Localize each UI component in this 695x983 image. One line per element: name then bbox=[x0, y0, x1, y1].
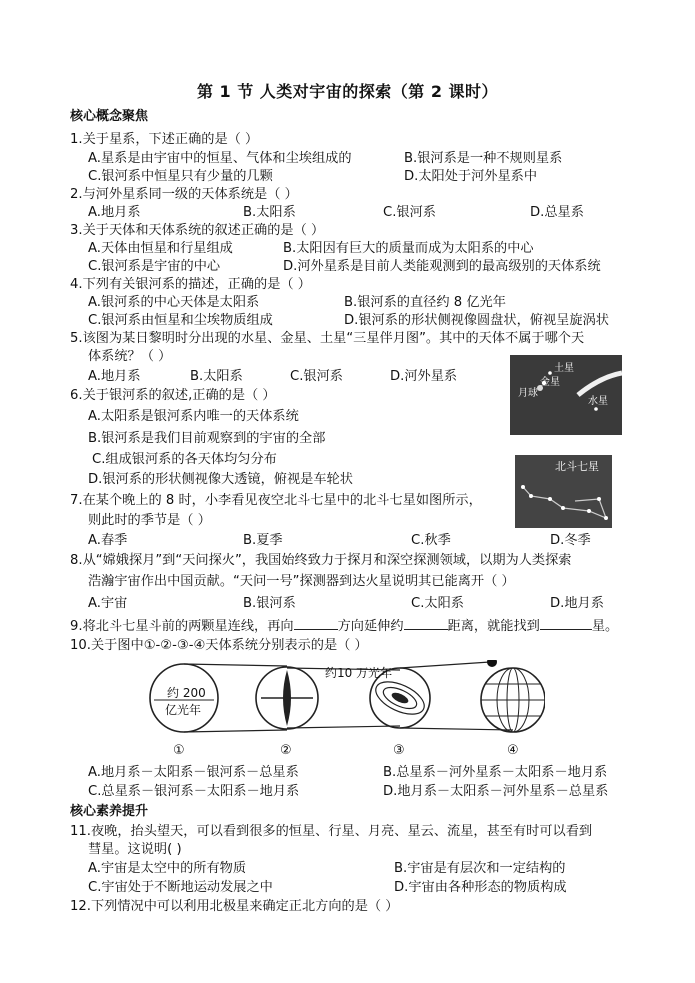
q1-option-b[interactable]: B.银河系是一种不规则星系 bbox=[404, 151, 563, 166]
q10-option-c[interactable]: C.总星系－银河系－太阳系－地月系 bbox=[88, 784, 300, 799]
q2-option-c[interactable]: C.银河系 bbox=[383, 205, 436, 220]
q2-option-d[interactable]: D.总星系 bbox=[530, 205, 584, 220]
q1-option-d[interactable]: D.太阳处于河外星系中 bbox=[404, 169, 538, 184]
big-dipper-image bbox=[515, 455, 612, 528]
celestial-systems-diagram bbox=[145, 660, 545, 760]
question-8-stem-line1: 8.从“嫦娥探月”到“天问探火”，我国始终致力于探月和深空探测领域，以期为人类探索 bbox=[70, 553, 572, 568]
q4-option-b[interactable]: B.银河系的直径约 8 亿光年 bbox=[344, 295, 506, 310]
question-10-stem: 10.关于图中①-②-③-④天体系统分别表示的是（ ） bbox=[70, 638, 368, 653]
q4-option-c[interactable]: C.银河系由恒星和尘埃物质组成 bbox=[88, 313, 273, 328]
q11-option-c[interactable]: C.宇宙处于不断地运动发展之中 bbox=[88, 880, 273, 895]
q8-option-a[interactable]: A.宇宙 bbox=[88, 596, 128, 611]
section-heading-core-concepts: 核心概念聚焦 bbox=[70, 109, 149, 124]
q9-text-2: 方向延伸约 bbox=[337, 619, 404, 634]
saturn-label: 土星 bbox=[554, 363, 574, 374]
question-5-stem-line2: 体系统？（ ） bbox=[88, 349, 172, 364]
big-dipper-label: 北斗七星 bbox=[555, 460, 599, 473]
q9-text-4: 星。 bbox=[591, 619, 619, 634]
q6-option-c[interactable]: C.组成银河系的各天体均匀分布 bbox=[92, 452, 277, 467]
q9-blank-direction[interactable] bbox=[294, 617, 338, 630]
question-3-stem: 3.关于天体和天体系统的叙述正确的是（ ） bbox=[70, 223, 325, 238]
q6-option-d[interactable]: D.银河系的形状侧视像大透镜，俯视是车轮状 bbox=[88, 472, 353, 487]
question-5-stem-line1: 5.该图为某日黎明时分出现的水星、金星、土星“三星伴月图”。其中的天体不属于哪个天 bbox=[70, 331, 585, 346]
q5-option-b[interactable]: B.太阳系 bbox=[190, 369, 243, 384]
q9-blank-distance[interactable] bbox=[404, 617, 448, 630]
diagram-number-2: ② bbox=[280, 743, 292, 758]
q7-option-a[interactable]: A.春季 bbox=[88, 533, 128, 548]
q6-option-b[interactable]: B.银河系是我们目前观察到的宇宙的全部 bbox=[88, 431, 326, 446]
q9-text-3: 距离，就能找到 bbox=[447, 619, 540, 634]
q3-option-d[interactable]: D.河外星系是目前人类能观测到的最高级别的天体系统 bbox=[283, 259, 601, 274]
mercury-label: 水星 bbox=[588, 396, 608, 407]
q4-option-a[interactable]: A.银河系的中心天体是太阳系 bbox=[88, 295, 260, 310]
q7-option-b[interactable]: B.夏季 bbox=[243, 533, 283, 548]
q8-option-b[interactable]: B.银河系 bbox=[243, 596, 296, 611]
question-11-stem-line1: 11.夜晚，抬头望天，可以看到很多的恒星、行星、月亮、星云、流星，甚至有时可以看到 bbox=[70, 824, 593, 839]
q3-option-a[interactable]: A.天体由恒星和行星组成 bbox=[88, 241, 233, 256]
three-planets-moon-image bbox=[510, 355, 622, 435]
q10-option-b[interactable]: B.总星系－河外星系－太阳系－地月系 bbox=[383, 765, 608, 780]
q7-option-d[interactable]: D.冬季 bbox=[550, 533, 591, 548]
q1-option-a[interactable]: A.星系是由宇宙中的恒星、气体和尘埃组成的 bbox=[88, 151, 352, 166]
q10-option-a[interactable]: A.地月系－太阳系－银河系－总星系 bbox=[88, 765, 299, 780]
question-11-stem-line2: 彗星。这说明( ) bbox=[88, 842, 182, 857]
q2-option-b[interactable]: B.太阳系 bbox=[243, 205, 296, 220]
question-12-stem: 12.下列情况中可以利用北极星来确定正北方向的是（ ） bbox=[70, 899, 399, 914]
q5-option-d[interactable]: D.河外星系 bbox=[390, 369, 458, 384]
diagram-label-unit: 亿光年 bbox=[165, 703, 202, 717]
moon-label: 月球 bbox=[518, 388, 538, 399]
q9-text-1: 9.将北斗七星斗前的两颗星连线，再向 bbox=[70, 619, 294, 634]
diagram-number-1: ① bbox=[173, 743, 185, 758]
q11-option-b[interactable]: B.宇宙是有层次和一定结构的 bbox=[394, 861, 566, 876]
q11-option-a[interactable]: A.宇宙是太空中的所有物质 bbox=[88, 861, 247, 876]
q2-option-a[interactable]: A.地月系 bbox=[88, 205, 141, 220]
q3-option-b[interactable]: B.太阳因有巨大的质量而成为太阳系的中心 bbox=[283, 241, 534, 256]
question-8-stem-line2: 浩瀚宇宙作出中国贡献。“天问一号”探测器到达火星说明其已能离开（ ） bbox=[88, 574, 515, 589]
page-title: 第 1 节 人类对宇宙的探索（第 2 课时） bbox=[196, 82, 499, 101]
question-6-stem: 6.关于银河系的叙述,正确的是（ ） bbox=[70, 388, 276, 403]
diagram-number-4: ④ bbox=[507, 743, 519, 758]
venus-label: 金星 bbox=[540, 377, 560, 388]
diagram-label-200: 约 200 bbox=[167, 686, 206, 700]
diagram-label-100k: 约10 万光年 bbox=[325, 666, 393, 680]
question-7-stem-line2: 则此时的季节是（ ） bbox=[88, 513, 211, 528]
question-2-stem: 2.与河外星系同一级的天体系统是（ ） bbox=[70, 187, 298, 202]
section-heading-core-literacy: 核心素养提升 bbox=[70, 804, 149, 819]
question-1-stem: 1.关于星系，下述正确的是（ ） bbox=[70, 132, 259, 147]
q8-option-d[interactable]: D.地月系 bbox=[550, 596, 604, 611]
q1-option-c[interactable]: C.银河系中恒星只有少量的几颗 bbox=[88, 169, 273, 184]
question-9-stem bbox=[70, 617, 618, 635]
q11-option-d[interactable]: D.宇宙由各种形态的物质构成 bbox=[394, 880, 567, 895]
q6-option-a[interactable]: A.太阳系是银河系内唯一的天体系统 bbox=[88, 409, 299, 424]
q8-option-c[interactable]: C.太阳系 bbox=[411, 596, 464, 611]
q5-option-c[interactable]: C.银河系 bbox=[290, 369, 343, 384]
diagram-number-3: ③ bbox=[393, 743, 405, 758]
q7-option-c[interactable]: C.秋季 bbox=[411, 533, 451, 548]
q4-option-d[interactable]: D.银河系的形状侧视像圆盘状，俯视呈旋涡状 bbox=[344, 313, 609, 328]
q9-blank-star[interactable] bbox=[540, 617, 592, 630]
q5-option-a[interactable]: A.地月系 bbox=[88, 369, 141, 384]
q10-option-d[interactable]: D.地月系－太阳系－河外星系－总星系 bbox=[383, 784, 609, 799]
q3-option-c[interactable]: C.银河系是宇宙的中心 bbox=[88, 259, 221, 274]
question-4-stem: 4.下列有关银河系的描述，正确的是（ ） bbox=[70, 277, 311, 292]
question-7-stem-line1: 7.在某个晚上的 8 时，小李看见夜空北斗七星中的北斗七星如图所示， bbox=[70, 493, 482, 508]
